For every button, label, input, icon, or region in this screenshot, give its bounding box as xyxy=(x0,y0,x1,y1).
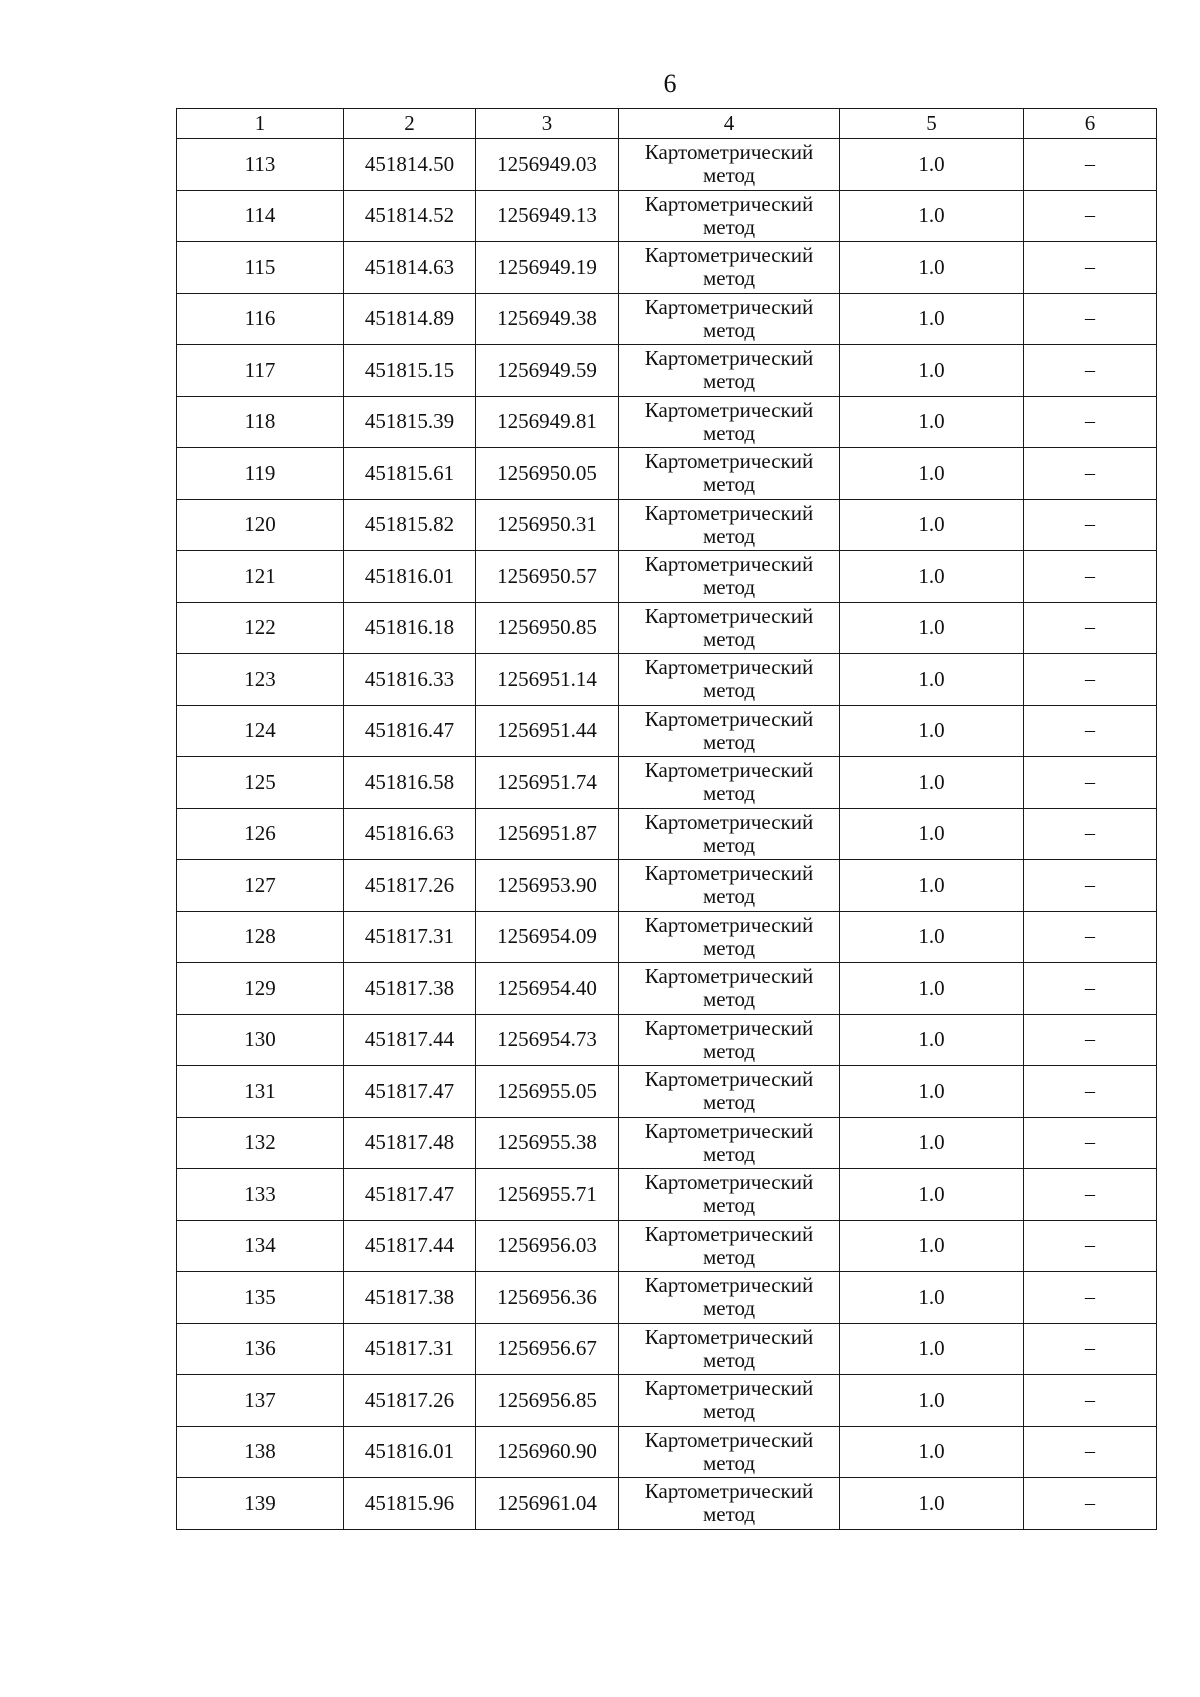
cell-x-coordinate: 451816.63 xyxy=(344,808,476,860)
cell-note: – xyxy=(1024,345,1157,397)
cell-accuracy: 1.0 xyxy=(840,1478,1024,1530)
table-row xyxy=(177,808,1157,860)
cell-point-number: 114 xyxy=(177,190,344,242)
cell-note: – xyxy=(1024,139,1157,191)
cell-accuracy: 1.0 xyxy=(840,551,1024,603)
cell-accuracy: 1.0 xyxy=(840,1169,1024,1221)
cell-x-coordinate: 451817.26 xyxy=(344,860,476,912)
cell-x-coordinate: 451817.44 xyxy=(344,1220,476,1272)
cell-accuracy: 1.0 xyxy=(840,1066,1024,1118)
cell-x-coordinate: 451817.31 xyxy=(344,1323,476,1375)
cell-y-coordinate: 1256949.38 xyxy=(476,293,619,345)
table-row xyxy=(177,705,1157,757)
cell-point-number: 122 xyxy=(177,602,344,654)
cell-point-number: 138 xyxy=(177,1426,344,1478)
cell-accuracy: 1.0 xyxy=(840,190,1024,242)
cell-note: – xyxy=(1024,1014,1157,1066)
cell-x-coordinate: 451815.15 xyxy=(344,345,476,397)
cell-point-number: 115 xyxy=(177,242,344,294)
cell-x-coordinate: 451817.44 xyxy=(344,1014,476,1066)
cell-note: – xyxy=(1024,293,1157,345)
cell-y-coordinate: 1256949.03 xyxy=(476,139,619,191)
cell-y-coordinate: 1256950.31 xyxy=(476,499,619,551)
page-number: 6 xyxy=(663,69,677,98)
cell-y-coordinate: 1256951.87 xyxy=(476,808,619,860)
table-row xyxy=(177,551,1157,603)
cell-note: – xyxy=(1024,911,1157,963)
cell-note: – xyxy=(1024,705,1157,757)
cell-y-coordinate: 1256949.81 xyxy=(476,396,619,448)
cell-method: Картометрический метод xyxy=(619,1014,840,1066)
cell-point-number: 123 xyxy=(177,654,344,706)
cell-accuracy: 1.0 xyxy=(840,1220,1024,1272)
cell-method: Картометрический метод xyxy=(619,345,840,397)
cell-point-number: 113 xyxy=(177,139,344,191)
cell-method: Картометрический метод xyxy=(619,911,840,963)
cell-y-coordinate: 1256950.85 xyxy=(476,602,619,654)
cell-note: – xyxy=(1024,499,1157,551)
cell-method: Картометрический метод xyxy=(619,242,840,294)
cell-x-coordinate: 451815.96 xyxy=(344,1478,476,1530)
cell-method: Картометрический метод xyxy=(619,757,840,809)
cell-x-coordinate: 451815.82 xyxy=(344,499,476,551)
cell-accuracy: 1.0 xyxy=(840,1272,1024,1324)
cell-method: Картометрический метод xyxy=(619,602,840,654)
cell-x-coordinate: 451817.38 xyxy=(344,1272,476,1324)
cell-accuracy: 1.0 xyxy=(840,860,1024,912)
cell-note: – xyxy=(1024,860,1157,912)
table-row xyxy=(177,1272,1157,1324)
cell-accuracy: 1.0 xyxy=(840,1323,1024,1375)
cell-x-coordinate: 451816.18 xyxy=(344,602,476,654)
cell-accuracy: 1.0 xyxy=(840,757,1024,809)
cell-y-coordinate: 1256949.19 xyxy=(476,242,619,294)
cell-y-coordinate: 1256951.74 xyxy=(476,757,619,809)
cell-method: Картометрический метод xyxy=(619,1323,840,1375)
cell-accuracy: 1.0 xyxy=(840,345,1024,397)
cell-accuracy: 1.0 xyxy=(840,499,1024,551)
cell-accuracy: 1.0 xyxy=(840,808,1024,860)
table-row xyxy=(177,602,1157,654)
cell-y-coordinate: 1256956.85 xyxy=(476,1375,619,1427)
cell-x-coordinate: 451817.26 xyxy=(344,1375,476,1427)
cell-y-coordinate: 1256953.90 xyxy=(476,860,619,912)
table-row xyxy=(177,345,1157,397)
cell-note: – xyxy=(1024,190,1157,242)
cell-method: Картометрический метод xyxy=(619,1220,840,1272)
cell-y-coordinate: 1256956.67 xyxy=(476,1323,619,1375)
cell-note: – xyxy=(1024,1272,1157,1324)
cell-point-number: 119 xyxy=(177,448,344,500)
cell-accuracy: 1.0 xyxy=(840,1117,1024,1169)
cell-note: – xyxy=(1024,1375,1157,1427)
cell-method: Картометрический метод xyxy=(619,808,840,860)
cell-x-coordinate: 451817.47 xyxy=(344,1169,476,1221)
cell-accuracy: 1.0 xyxy=(840,1426,1024,1478)
table-row xyxy=(177,190,1157,242)
cell-method: Картометрический метод xyxy=(619,705,840,757)
cell-y-coordinate: 1256951.14 xyxy=(476,654,619,706)
cell-point-number: 132 xyxy=(177,1117,344,1169)
cell-accuracy: 1.0 xyxy=(840,293,1024,345)
cell-method: Картометрический метод xyxy=(619,1426,840,1478)
cell-y-coordinate: 1256960.90 xyxy=(476,1426,619,1478)
cell-accuracy: 1.0 xyxy=(840,963,1024,1015)
cell-y-coordinate: 1256955.71 xyxy=(476,1169,619,1221)
cell-point-number: 126 xyxy=(177,808,344,860)
table-row xyxy=(177,396,1157,448)
cell-x-coordinate: 451816.47 xyxy=(344,705,476,757)
cell-point-number: 131 xyxy=(177,1066,344,1118)
cell-accuracy: 1.0 xyxy=(840,602,1024,654)
cell-note: – xyxy=(1024,1426,1157,1478)
cell-x-coordinate: 451817.38 xyxy=(344,963,476,1015)
cell-method: Картометрический метод xyxy=(619,1066,840,1118)
cell-method: Картометрический метод xyxy=(619,1478,840,1530)
table-row xyxy=(177,1323,1157,1375)
cell-point-number: 133 xyxy=(177,1169,344,1221)
cell-y-coordinate: 1256949.13 xyxy=(476,190,619,242)
cell-x-coordinate: 451814.89 xyxy=(344,293,476,345)
cell-point-number: 120 xyxy=(177,499,344,551)
table-row xyxy=(177,1220,1157,1272)
cell-point-number: 130 xyxy=(177,1014,344,1066)
cell-method: Картометрический метод xyxy=(619,448,840,500)
cell-accuracy: 1.0 xyxy=(840,139,1024,191)
cell-y-coordinate: 1256954.09 xyxy=(476,911,619,963)
header-cell-col-3: 3 xyxy=(476,109,619,139)
cell-method: Картометрический метод xyxy=(619,499,840,551)
cell-method: Картометрический метод xyxy=(619,1272,840,1324)
table-row xyxy=(177,911,1157,963)
table-row xyxy=(177,860,1157,912)
cell-y-coordinate: 1256956.36 xyxy=(476,1272,619,1324)
cell-x-coordinate: 451817.31 xyxy=(344,911,476,963)
cell-point-number: 129 xyxy=(177,963,344,1015)
cell-note: – xyxy=(1024,551,1157,603)
cell-accuracy: 1.0 xyxy=(840,654,1024,706)
cell-note: – xyxy=(1024,963,1157,1015)
cell-y-coordinate: 1256954.73 xyxy=(476,1014,619,1066)
cell-point-number: 135 xyxy=(177,1272,344,1324)
table-row xyxy=(177,1066,1157,1118)
cell-y-coordinate: 1256950.05 xyxy=(476,448,619,500)
table-row xyxy=(177,1478,1157,1530)
cell-method: Картометрический метод xyxy=(619,1375,840,1427)
cell-accuracy: 1.0 xyxy=(840,448,1024,500)
table-row xyxy=(177,654,1157,706)
cell-x-coordinate: 451814.52 xyxy=(344,190,476,242)
coordinates-table-container xyxy=(176,108,1156,1530)
cell-note: – xyxy=(1024,654,1157,706)
cell-point-number: 128 xyxy=(177,911,344,963)
header-cell-col-5: 5 xyxy=(840,109,1024,139)
table-row xyxy=(177,242,1157,294)
table-row xyxy=(177,293,1157,345)
header-cell-col-6: 6 xyxy=(1024,109,1157,139)
cell-y-coordinate: 1256954.40 xyxy=(476,963,619,1015)
cell-y-coordinate: 1256950.57 xyxy=(476,551,619,603)
table-header xyxy=(177,109,1157,139)
table-row xyxy=(177,1117,1157,1169)
cell-x-coordinate: 451816.01 xyxy=(344,551,476,603)
cell-point-number: 137 xyxy=(177,1375,344,1427)
cell-method: Картометрический метод xyxy=(619,551,840,603)
cell-x-coordinate: 451817.48 xyxy=(344,1117,476,1169)
header-row xyxy=(177,109,1157,139)
cell-note: – xyxy=(1024,602,1157,654)
cell-y-coordinate: 1256949.59 xyxy=(476,345,619,397)
cell-x-coordinate: 451817.47 xyxy=(344,1066,476,1118)
cell-point-number: 134 xyxy=(177,1220,344,1272)
cell-accuracy: 1.0 xyxy=(840,1375,1024,1427)
cell-note: – xyxy=(1024,448,1157,500)
cell-method: Картометрический метод xyxy=(619,293,840,345)
table-row xyxy=(177,448,1157,500)
cell-method: Картометрический метод xyxy=(619,654,840,706)
cell-note: – xyxy=(1024,1066,1157,1118)
cell-note: – xyxy=(1024,1323,1157,1375)
table-row xyxy=(177,1014,1157,1066)
cell-accuracy: 1.0 xyxy=(840,396,1024,448)
cell-x-coordinate: 451815.61 xyxy=(344,448,476,500)
table-row xyxy=(177,499,1157,551)
header-cell-col-1: 1 xyxy=(177,109,344,139)
cell-point-number: 127 xyxy=(177,860,344,912)
cell-accuracy: 1.0 xyxy=(840,1014,1024,1066)
cell-accuracy: 1.0 xyxy=(840,242,1024,294)
cell-y-coordinate: 1256955.38 xyxy=(476,1117,619,1169)
cell-point-number: 117 xyxy=(177,345,344,397)
cell-note: – xyxy=(1024,808,1157,860)
table-row xyxy=(177,1426,1157,1478)
cell-note: – xyxy=(1024,1478,1157,1530)
cell-method: Картометрический метод xyxy=(619,190,840,242)
cell-note: – xyxy=(1024,757,1157,809)
cell-x-coordinate: 451815.39 xyxy=(344,396,476,448)
cell-note: – xyxy=(1024,1169,1157,1221)
cell-y-coordinate: 1256961.04 xyxy=(476,1478,619,1530)
table-row xyxy=(177,1169,1157,1221)
cell-point-number: 136 xyxy=(177,1323,344,1375)
table-row xyxy=(177,963,1157,1015)
cell-note: – xyxy=(1024,1220,1157,1272)
cell-point-number: 121 xyxy=(177,551,344,603)
cell-method: Картометрический метод xyxy=(619,963,840,1015)
cell-accuracy: 1.0 xyxy=(840,911,1024,963)
table-row xyxy=(177,1375,1157,1427)
cell-note: – xyxy=(1024,242,1157,294)
header-cell-col-2: 2 xyxy=(344,109,476,139)
cell-method: Картометрический метод xyxy=(619,860,840,912)
table-row xyxy=(177,757,1157,809)
cell-y-coordinate: 1256951.44 xyxy=(476,705,619,757)
cell-method: Картометрический метод xyxy=(619,396,840,448)
cell-x-coordinate: 451814.50 xyxy=(344,139,476,191)
cell-y-coordinate: 1256956.03 xyxy=(476,1220,619,1272)
cell-x-coordinate: 451816.33 xyxy=(344,654,476,706)
cell-point-number: 139 xyxy=(177,1478,344,1530)
cell-point-number: 118 xyxy=(177,396,344,448)
cell-method: Картометрический метод xyxy=(619,1117,840,1169)
cell-point-number: 116 xyxy=(177,293,344,345)
cell-accuracy: 1.0 xyxy=(840,705,1024,757)
cell-y-coordinate: 1256955.05 xyxy=(476,1066,619,1118)
cell-x-coordinate: 451816.58 xyxy=(344,757,476,809)
table-row xyxy=(177,139,1157,191)
cell-note: – xyxy=(1024,396,1157,448)
table-body xyxy=(177,139,1157,1530)
cell-x-coordinate: 451816.01 xyxy=(344,1426,476,1478)
cell-note: – xyxy=(1024,1117,1157,1169)
cell-x-coordinate: 451814.63 xyxy=(344,242,476,294)
coordinates-table xyxy=(176,108,1157,1530)
cell-method: Картометрический метод xyxy=(619,1169,840,1221)
cell-method: Картометрический метод xyxy=(619,139,840,191)
cell-point-number: 124 xyxy=(177,705,344,757)
cell-point-number: 125 xyxy=(177,757,344,809)
header-cell-col-4: 4 xyxy=(619,109,840,139)
